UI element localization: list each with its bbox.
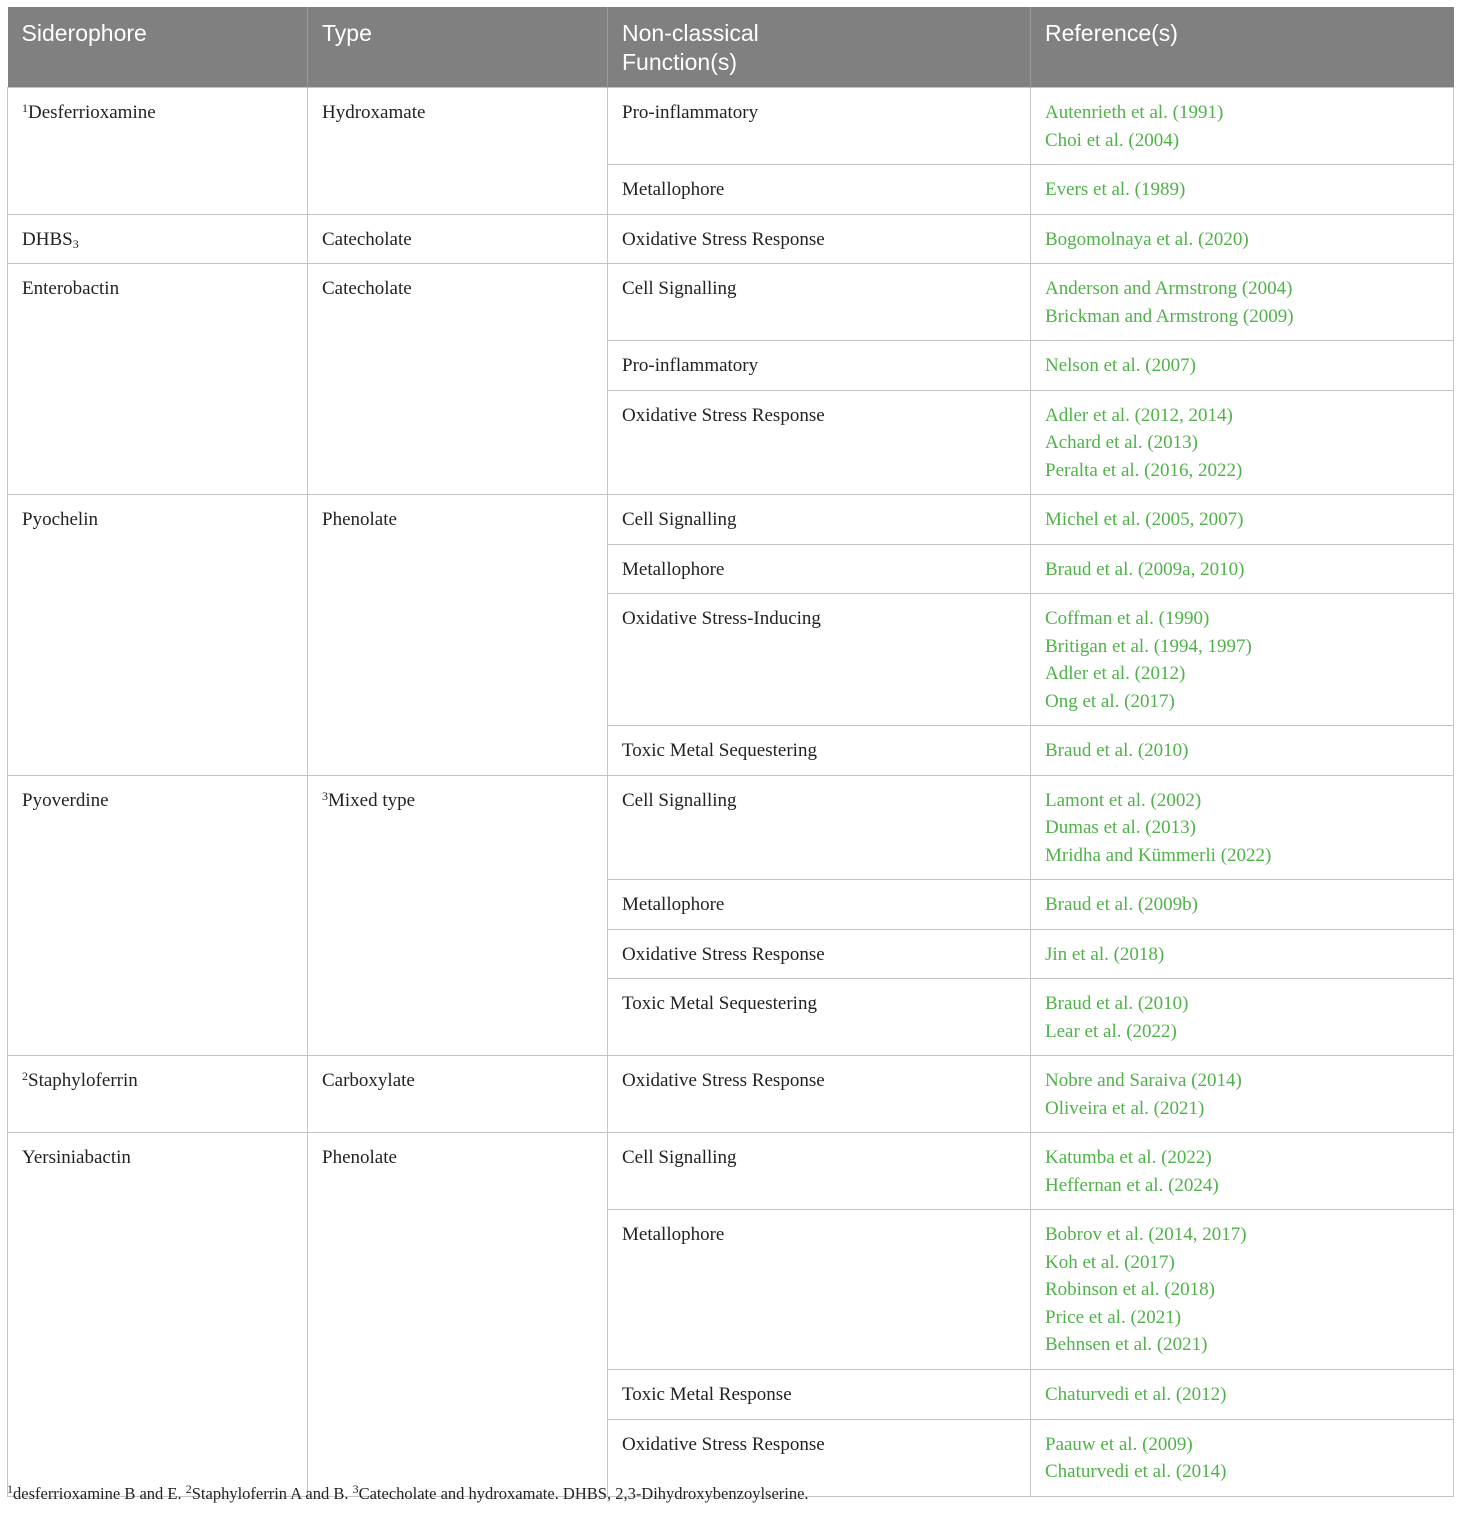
- reference-link[interactable]: Evers et al. (1989): [1045, 179, 1186, 200]
- reference-link[interactable]: Choi et al. (2004): [1045, 129, 1180, 151]
- reference-link[interactable]: Brickman and Armstrong (2009): [1045, 305, 1294, 327]
- table-row: [8, 214, 1454, 264]
- reference-link[interactable]: Nelson et al. (2007): [1045, 355, 1196, 376]
- footnote-marker: 2: [185, 1482, 192, 1496]
- function-cell: Toxic Metal Response: [608, 1370, 1031, 1420]
- type-cell: [308, 775, 608, 1056]
- reference-link[interactable]: Dumas et al. (2013): [1045, 817, 1196, 838]
- reference-link[interactable]: Braud et al. (2010): [1045, 740, 1189, 761]
- footnote-marker: 1: [7, 1482, 13, 1496]
- siderophore-cell: [8, 88, 308, 215]
- reference-link[interactable]: Lamont et al. (2002): [1045, 789, 1202, 811]
- table-row: [8, 264, 1454, 341]
- reference-cell: [1031, 880, 1454, 930]
- reference-link[interactable]: Price et al. (2021): [1045, 1306, 1182, 1328]
- reference-cell: [1031, 775, 1454, 880]
- function-cell: Metallophore: [608, 1210, 1031, 1370]
- header-siderophore: Siderophore: [8, 7, 308, 88]
- reference-link[interactable]: Coffman et al. (1990): [1045, 608, 1210, 629]
- footnote-marker: 1: [22, 101, 28, 115]
- table-row: [8, 495, 1454, 545]
- header-functions: Non-classical Function(s): [608, 7, 1031, 88]
- reference-cell: [1031, 1210, 1454, 1370]
- reference-link[interactable]: Lear et al. (2022): [1045, 1020, 1177, 1042]
- siderophore-cell: Enterobactin: [8, 264, 308, 495]
- reference-cell: [1031, 1056, 1454, 1133]
- reference-link[interactable]: Michel et al. (2005, 2007): [1045, 509, 1244, 530]
- table-row: [8, 775, 1454, 880]
- reference-link[interactable]: Britigan et al. (1994, 1997): [1045, 635, 1252, 657]
- reference-cell: [1031, 341, 1454, 391]
- type-cell: Catecholate: [308, 214, 608, 264]
- type-cell: Carboxylate: [308, 1056, 608, 1133]
- function-cell: Metallophore: [608, 544, 1031, 594]
- reference-link[interactable]: Peralta et al. (2016, 2022): [1045, 459, 1243, 481]
- reference-cell: [1031, 1419, 1454, 1496]
- function-cell: Cell Signalling: [608, 775, 1031, 880]
- reference-link[interactable]: Anderson and Armstrong (2004): [1045, 278, 1293, 299]
- function-cell: Oxidative Stress Response: [608, 214, 1031, 264]
- reference-link[interactable]: Autenrieth et al. (1991): [1045, 102, 1224, 123]
- reference-cell: [1031, 1133, 1454, 1210]
- table-footnote: [7, 1484, 809, 1504]
- function-cell: Metallophore: [608, 880, 1031, 930]
- siderophore-name: Staphyloferrin: [28, 1070, 138, 1091]
- table-row: [8, 1056, 1454, 1133]
- reference-link[interactable]: Bogomolnaya et al. (2020): [1045, 228, 1249, 250]
- reference-link[interactable]: Ong et al. (2017): [1045, 690, 1175, 712]
- reference-link[interactable]: Jin et al. (2018): [1045, 943, 1165, 965]
- subscript: 3: [72, 236, 79, 251]
- siderophore-table: [7, 7, 1454, 1497]
- function-cell: Metallophore: [608, 165, 1031, 215]
- table-container: [7, 7, 1453, 1497]
- function-cell: Pro-inflammatory: [608, 88, 1031, 165]
- function-cell: Toxic Metal Sequestering: [608, 979, 1031, 1056]
- reference-link[interactable]: Robinson et al. (2018): [1045, 1279, 1215, 1300]
- function-cell: Cell Signalling: [608, 1133, 1031, 1210]
- reference-cell: [1031, 726, 1454, 776]
- reference-cell: [1031, 979, 1454, 1056]
- type-cell: Phenolate: [308, 1133, 608, 1497]
- header-type: Type: [308, 7, 608, 88]
- reference-link[interactable]: Adler et al. (2012, 2014): [1045, 404, 1233, 426]
- reference-link[interactable]: Oliveira et al. (2021): [1045, 1097, 1205, 1119]
- reference-cell: [1031, 544, 1454, 594]
- header-references: Reference(s): [1031, 7, 1454, 88]
- reference-cell: [1031, 495, 1454, 545]
- reference-link[interactable]: Braud et al. (2009b): [1045, 894, 1199, 915]
- reference-link[interactable]: Heffernan et al. (2024): [1045, 1174, 1219, 1196]
- header-row: [8, 7, 1454, 88]
- reference-link[interactable]: Braud et al. (2010): [1045, 993, 1189, 1014]
- reference-cell: [1031, 1370, 1454, 1420]
- table-row: [8, 88, 1454, 165]
- type-name: Mixed type: [328, 789, 416, 811]
- siderophore-cell: [8, 1056, 308, 1133]
- reference-cell: [1031, 165, 1454, 215]
- footnote-marker: 3: [322, 788, 328, 803]
- reference-link[interactable]: Koh et al. (2017): [1045, 1251, 1175, 1273]
- siderophore-name: Desferrioxamine: [28, 102, 156, 123]
- reference-link[interactable]: Behnsen et al. (2021): [1045, 1334, 1208, 1355]
- function-cell: Pro-inflammatory: [608, 341, 1031, 391]
- reference-link[interactable]: Chaturvedi et al. (2012): [1045, 1384, 1227, 1405]
- reference-cell: [1031, 264, 1454, 341]
- function-cell: Oxidative Stress Response: [608, 1056, 1031, 1133]
- reference-cell: [1031, 929, 1454, 979]
- function-cell: Oxidative Stress Response: [608, 929, 1031, 979]
- reference-link[interactable]: Mridha and Kümmerli (2022): [1045, 844, 1272, 866]
- siderophore-cell: Pyochelin: [8, 495, 308, 776]
- function-cell: Toxic Metal Sequestering: [608, 726, 1031, 776]
- reference-cell: [1031, 594, 1454, 726]
- function-cell: Cell Signalling: [608, 264, 1031, 341]
- function-cell: Cell Signalling: [608, 495, 1031, 545]
- reference-cell: [1031, 88, 1454, 165]
- footnote-text: Staphyloferrin A and B.: [191, 1484, 353, 1503]
- reference-link[interactable]: Katumba et al. (2022): [1045, 1147, 1212, 1168]
- reference-link[interactable]: Paauw et al. (2009): [1045, 1433, 1193, 1455]
- siderophore-cell: Pyoverdine: [8, 775, 308, 1056]
- function-cell: Oxidative Stress-Inducing: [608, 594, 1031, 726]
- footnote-marker: 3: [352, 1482, 359, 1496]
- type-cell: Hydroxamate: [308, 88, 608, 215]
- reference-link[interactable]: Adler et al. (2012): [1045, 663, 1186, 684]
- table-row: [8, 1133, 1454, 1210]
- reference-link[interactable]: Achard et al. (2013): [1045, 432, 1198, 453]
- reference-cell: [1031, 390, 1454, 495]
- type-cell: Phenolate: [308, 495, 608, 776]
- function-cell: Oxidative Stress Response: [608, 390, 1031, 495]
- footnote-text: Catecholate and hydroxamate. DHBS, 2,3-Dihydroxybenzoylserine.: [358, 1484, 809, 1503]
- reference-link[interactable]: Nobre and Saraiva (2014): [1045, 1070, 1242, 1091]
- footnote-text: desferrioxamine B and E.: [13, 1484, 186, 1503]
- siderophore-cell: Yersiniabactin: [8, 1133, 308, 1497]
- reference-link[interactable]: Bobrov et al. (2014, 2017): [1045, 1224, 1247, 1245]
- reference-link[interactable]: Chaturvedi et al. (2014): [1045, 1461, 1227, 1482]
- footnote-marker: 2: [22, 1069, 28, 1083]
- siderophore-name: DHBS: [22, 228, 73, 250]
- function-cell: Oxidative Stress Response: [608, 1419, 1031, 1496]
- siderophore-cell: [8, 214, 308, 264]
- reference-cell: [1031, 214, 1454, 264]
- type-cell: Catecholate: [308, 264, 608, 495]
- reference-link[interactable]: Braud et al. (2009a, 2010): [1045, 558, 1245, 580]
